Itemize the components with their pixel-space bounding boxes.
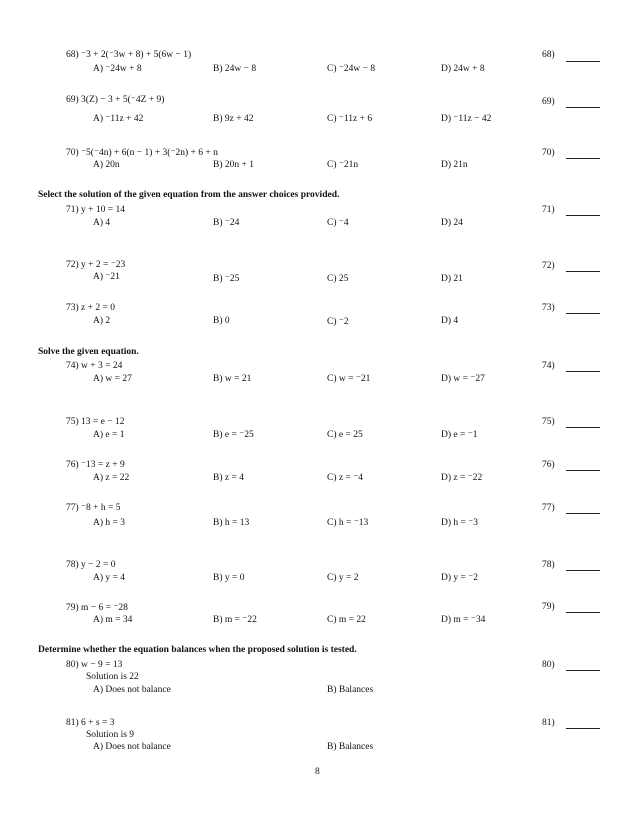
choice-69-a: A) ⁻11z + 42 bbox=[93, 114, 144, 124]
section-heading-select: Select the solution of the given equation from the answer choices provided. bbox=[38, 190, 340, 200]
choice-76-b: B) z = 4 bbox=[213, 473, 244, 483]
choice-70-d: D) 21n bbox=[441, 160, 468, 170]
choice-68-c: C) ⁻24w − 8 bbox=[327, 64, 376, 74]
answer-number-75: 75) bbox=[542, 417, 555, 427]
choice-77-a: A) h = 3 bbox=[93, 518, 126, 528]
answer-blank-78[interactable] bbox=[566, 570, 600, 571]
question-77: 77) ⁻8 + h = 5 bbox=[66, 503, 121, 513]
choice-74-a: A) w = 27 bbox=[93, 374, 132, 384]
answer-number-80: 80) bbox=[542, 660, 555, 670]
answer-blank-70[interactable] bbox=[566, 158, 600, 159]
solution-81: Solution is 9 bbox=[86, 730, 135, 740]
choice-79-d: D) m = ⁻34 bbox=[441, 615, 486, 625]
section-heading-solve: Solve the given equation. bbox=[38, 347, 139, 357]
answer-blank-76[interactable] bbox=[566, 470, 600, 471]
choice-68-a: A) ⁻24w + 8 bbox=[93, 64, 142, 74]
answer-number-74: 74) bbox=[542, 361, 555, 371]
solution-80: Solution is 22 bbox=[86, 672, 139, 682]
question-68: 68) ⁻3 + 2(⁻3w + 8) + 5(6w − 1) bbox=[66, 50, 192, 60]
choice-78-a: A) y = 4 bbox=[93, 573, 126, 583]
answer-number-69: 69) bbox=[542, 97, 555, 107]
question-72: 72) y + 2 = ⁻23 bbox=[66, 260, 126, 270]
question-69: 69) 3(Z) − 3 + 5(⁻4Z + 9) bbox=[66, 95, 165, 105]
answer-number-76: 76) bbox=[542, 460, 555, 470]
choice-77-c: C) h = ⁻13 bbox=[327, 518, 369, 528]
choice-73-a: A) 2 bbox=[93, 316, 111, 326]
question-75: 75) 13 = e − 12 bbox=[66, 417, 125, 427]
choice-77-b: B) h = 13 bbox=[213, 518, 250, 528]
choice-75-a: A) e = 1 bbox=[93, 430, 125, 440]
choice-72-b: B) ⁻25 bbox=[213, 274, 240, 284]
choice-70-a: A) 20n bbox=[93, 160, 120, 170]
answer-blank-77[interactable] bbox=[566, 513, 600, 514]
page-number: 8 bbox=[315, 767, 320, 777]
choice-71-b: B) ⁻24 bbox=[213, 218, 240, 228]
answer-number-73: 73) bbox=[542, 303, 555, 313]
choice-70-b: B) 20n + 1 bbox=[213, 160, 254, 170]
choice-79-c: C) m = 22 bbox=[327, 615, 366, 625]
answer-blank-72[interactable] bbox=[566, 271, 600, 272]
choice-76-c: C) z = ⁻4 bbox=[327, 473, 363, 483]
choice-79-a: A) m = 34 bbox=[93, 615, 133, 625]
choice-68-d: D) 24w + 8 bbox=[441, 64, 485, 74]
question-78: 78) y − 2 = 0 bbox=[66, 560, 116, 570]
choice-81-a: A) Does not balance bbox=[93, 742, 171, 752]
question-79: 79) m − 6 = ⁻28 bbox=[66, 603, 128, 613]
choice-78-c: C) y = 2 bbox=[327, 573, 359, 583]
answer-number-71: 71) bbox=[542, 205, 555, 215]
choice-72-d: D) 21 bbox=[441, 274, 463, 284]
choice-77-d: D) h = ⁻3 bbox=[441, 518, 479, 528]
choice-73-c: C) ⁻2 bbox=[327, 317, 349, 327]
answer-blank-71[interactable] bbox=[566, 215, 600, 216]
choice-69-c: C) ⁻11z + 6 bbox=[327, 114, 373, 124]
answer-blank-80[interactable] bbox=[566, 670, 600, 671]
choice-68-b: B) 24w − 8 bbox=[213, 64, 257, 74]
choice-76-d: D) z = ⁻22 bbox=[441, 473, 483, 483]
choice-75-d: D) e = ⁻1 bbox=[441, 430, 478, 440]
answer-number-72: 72) bbox=[542, 261, 555, 271]
choice-72-c: C) 25 bbox=[327, 274, 349, 284]
question-73: 73) z + 2 = 0 bbox=[66, 303, 115, 313]
choice-73-b: B) 0 bbox=[213, 316, 230, 326]
question-80: 80) w − 9 = 13 bbox=[66, 660, 123, 670]
answer-number-79: 79) bbox=[542, 602, 555, 612]
choice-74-c: C) w = ⁻21 bbox=[327, 374, 371, 384]
choice-78-b: B) y = 0 bbox=[213, 573, 245, 583]
answer-blank-73[interactable] bbox=[566, 313, 600, 314]
choice-71-a: A) 4 bbox=[93, 218, 111, 228]
answer-blank-68[interactable] bbox=[566, 61, 600, 62]
answer-number-81: 81) bbox=[542, 718, 555, 728]
choice-81-b: B) Balances bbox=[327, 742, 374, 752]
choice-78-d: D) y = ⁻2 bbox=[441, 573, 479, 583]
answer-blank-69[interactable] bbox=[566, 107, 600, 108]
choice-76-a: A) z = 22 bbox=[93, 473, 130, 483]
answer-number-78: 78) bbox=[542, 560, 555, 570]
question-81: 81) 6 + s = 3 bbox=[66, 718, 115, 728]
choice-79-b: B) m = ⁻22 bbox=[213, 615, 257, 625]
choice-69-b: B) 9z + 42 bbox=[213, 114, 254, 124]
choice-71-c: C) ⁻4 bbox=[327, 218, 349, 228]
choice-75-b: B) e = ⁻25 bbox=[213, 430, 254, 440]
choice-70-c: C) ⁻21n bbox=[327, 160, 359, 170]
section-heading-balance: Determine whether the equation balances when the proposed solution is tested. bbox=[38, 645, 357, 655]
choice-80-b: B) Balances bbox=[327, 685, 374, 695]
choice-73-d: D) 4 bbox=[441, 316, 459, 326]
answer-blank-74[interactable] bbox=[566, 371, 600, 372]
choice-71-d: D) 24 bbox=[441, 218, 463, 228]
choice-74-d: D) w = ⁻27 bbox=[441, 374, 485, 384]
question-74: 74) w + 3 = 24 bbox=[66, 361, 123, 371]
answer-blank-75[interactable] bbox=[566, 427, 600, 428]
question-76: 76) ⁻13 = z + 9 bbox=[66, 460, 125, 470]
answer-blank-81[interactable] bbox=[566, 728, 600, 729]
choice-74-b: B) w = 21 bbox=[213, 374, 252, 384]
question-70: 70) ⁻5(⁻4n) + 6(n − 1) + 3(⁻2n) + 6 + n bbox=[66, 148, 218, 158]
choice-72-a: A) ⁻21 bbox=[93, 272, 120, 282]
answer-blank-79[interactable] bbox=[566, 612, 600, 613]
choice-80-a: A) Does not balance bbox=[93, 685, 171, 695]
answer-number-70: 70) bbox=[542, 148, 555, 158]
choice-69-d: D) ⁻11z − 42 bbox=[441, 114, 492, 124]
answer-number-68: 68) bbox=[542, 50, 555, 60]
question-71: 71) y + 10 = 14 bbox=[66, 205, 126, 215]
choice-75-c: C) e = 25 bbox=[327, 430, 363, 440]
answer-number-77: 77) bbox=[542, 503, 555, 513]
